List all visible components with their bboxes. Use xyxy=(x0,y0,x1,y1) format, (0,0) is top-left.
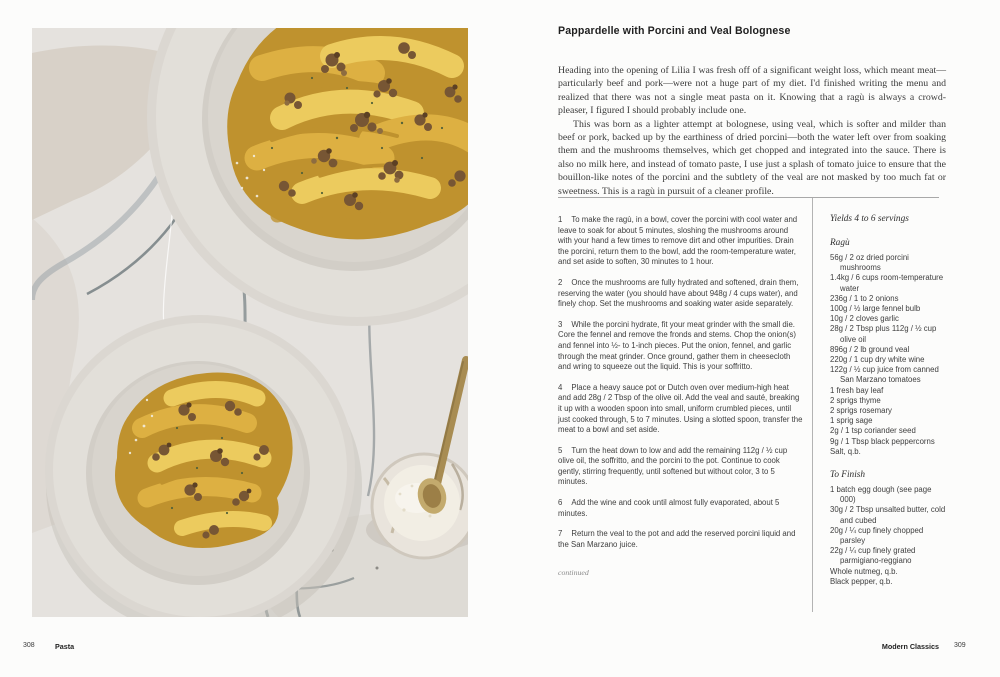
method-steps xyxy=(558,198,812,612)
step-item xyxy=(558,215,804,268)
ingredient-item: 2 sprigs rosemary xyxy=(830,406,892,416)
intro-paragraph: Heading into the opening of Lilia I was fresh off of a significant weight loss, which meant meat—particularly beef and pork—were not a huge part of my diet. I'd finished writing the menu and realized that there was not a single meat pasta on it. Knowing that a ragù is always a crowd-pleaser, I figured I should probably include one. xyxy=(558,65,946,117)
ingredient-item: 22g / ¼ cup finely grated parmigiano-reggiano xyxy=(830,546,916,566)
step-item xyxy=(558,320,804,373)
ingredient-item: 896g / 2 lb ground veal xyxy=(830,344,910,354)
step-number: 2 xyxy=(558,277,563,287)
intro-text xyxy=(558,64,946,198)
recipe-photo-illustration xyxy=(32,28,468,617)
ingredient-item: 2 sprigs thyme xyxy=(830,395,881,405)
ingredient-item: 1 sprig sage xyxy=(830,416,873,426)
ingredient-section-heading: Ragù xyxy=(830,238,850,248)
intro-paragraph: This was born as a lighter attempt at bolognese, using veal, which is softer and milder than beef or pork, backed up by the earthiness of dried porcini—both the water left over from soaking them and the mushrooms themselves, which get chopped and integrated into the sauce. There is also no milk here, and instead of tomato paste, I use just a splash of tomato juice to ensure that the bouillon-like notes of the porcini and the subtlety of the veal are not masked by too much fat or sweetness. This is a ragù in pursuit of a cleaner profile. xyxy=(558,118,946,197)
step-text: Return the veal to the pot and add the reserved porcini liquid and the San Marzano juice. xyxy=(558,529,796,549)
step-text: Once the mushrooms are fully hydrated and softened, drain them, reserving the water (you should have about 948g / 4 cups water), and finely chop. Set the mushrooms and soaking water aside separately. xyxy=(558,277,799,309)
ingredient-item: 122g / ½ cup juice from canned San Marzano tomatoes xyxy=(830,365,939,385)
ingredient-item: 1 batch egg dough (see page 000) xyxy=(830,485,932,505)
right-page-number: 309 xyxy=(954,642,966,649)
step-number: 4 xyxy=(558,382,563,392)
ingredient-item: 30g / 2 Tbsp unsalted butter, cold and cubed xyxy=(830,505,946,525)
step-number: 3 xyxy=(558,319,563,329)
step-item xyxy=(558,278,804,310)
continued-label: continued xyxy=(558,568,589,578)
ingredient-section xyxy=(830,238,946,457)
ingredient-item: 1.4kg / 6 cups room-temperature water xyxy=(830,273,944,293)
ingredient-item: 2g / 1 tsp coriander seed xyxy=(830,426,916,436)
step-item xyxy=(558,498,804,519)
left-page-number: 308 xyxy=(23,642,35,649)
step-text: Add the wine and cook until almost fully evaporated, about 5 minutes. xyxy=(558,498,780,518)
ingredient-item: 236g / 1 to 2 onions xyxy=(830,293,899,303)
step-number: 1 xyxy=(558,215,563,224)
right-section-label: Modern Classics xyxy=(881,641,939,651)
recipe-page xyxy=(558,0,946,677)
page-title: Pappardelle with Porcini and Veal Bolognese xyxy=(558,25,791,37)
ingredient-section xyxy=(830,470,946,587)
step-text: Place a heavy sauce pot or Dutch oven over medium-high heat and add 28g / 2 Tbsp of the olive oil. Add the veal and sauté, breaking it up with a wooden spoon into small, uniform crumbled pieces, until just cooked through, 5 to 7 minutes. Using a slotted spoon, transfer the meat to a bowl and set aside. xyxy=(558,382,803,435)
ingredient-item: 10g / 2 cloves garlic xyxy=(830,314,899,324)
ingredient-item: Whole nutmeg, q.b. xyxy=(830,566,898,576)
left-section-label: Pasta xyxy=(55,641,75,651)
step-item xyxy=(558,446,804,488)
step-item xyxy=(558,383,804,436)
ingredient-item: 1 fresh bay leaf xyxy=(830,385,884,395)
step-text: To make the ragù, in a bowl, cover the porcini with cool water and leave to soak for about 5 minutes, sloshing the mushrooms around with your hand a few times to remove dirt and other impurities. Drain the porcini, return them to the bowl, add the room-temperature water, and set aside to soften, 30 minutes to 1 hour. xyxy=(558,215,798,267)
ingredient-section-heading: To Finish xyxy=(830,470,866,481)
step-text: While the porcini hydrate, fit your meat grinder with the small die. Core the fennel and remove the fronds and stems. Chop the onion(s) and fennel into ½- to 1-inch pieces. Put the onion, fennel, and garlic through the meat grinder. Once ground, gather them in cheesecloth and wring to squeeze out the liquid. This is your soffritto. xyxy=(558,319,796,372)
step-number: 5 xyxy=(558,445,563,455)
recipe-photo xyxy=(32,28,468,617)
ingredient-item: 220g / 1 cup dry white wine xyxy=(830,355,925,365)
recipe-columns xyxy=(558,198,946,612)
step-number: 6 xyxy=(558,498,563,508)
step-text: Turn the heat down to low and add the remaining 112g / ½ cup olive oil, the soffritto, and the porcini to the pot. Continue to cook gently, stirring frequently, until softened but without color, 3 to 5 minutes. xyxy=(558,445,788,487)
ingredient-item: Black pepper, q.b. xyxy=(830,576,893,586)
ingredient-item: Salt, q.b. xyxy=(830,446,861,456)
ingredient-item: 9g / 1 Tbsp black peppercorns xyxy=(830,436,935,446)
yield-note: Yields 4 to 6 servings xyxy=(830,214,909,224)
ingredient-item: 100g / ½ large fennel bulb xyxy=(830,304,921,314)
ingredients-column xyxy=(812,198,946,612)
ingredient-item: 20g / ¼ cup finely chopped parsley xyxy=(830,525,924,546)
ingredient-item: 28g / 2 Tbsp plus 112g / ½ cup olive oil xyxy=(830,324,937,344)
ingredient-item: 56g / 2 oz dried porcini mushrooms xyxy=(830,253,909,273)
step-number: 7 xyxy=(558,529,563,539)
step-item xyxy=(558,529,804,550)
